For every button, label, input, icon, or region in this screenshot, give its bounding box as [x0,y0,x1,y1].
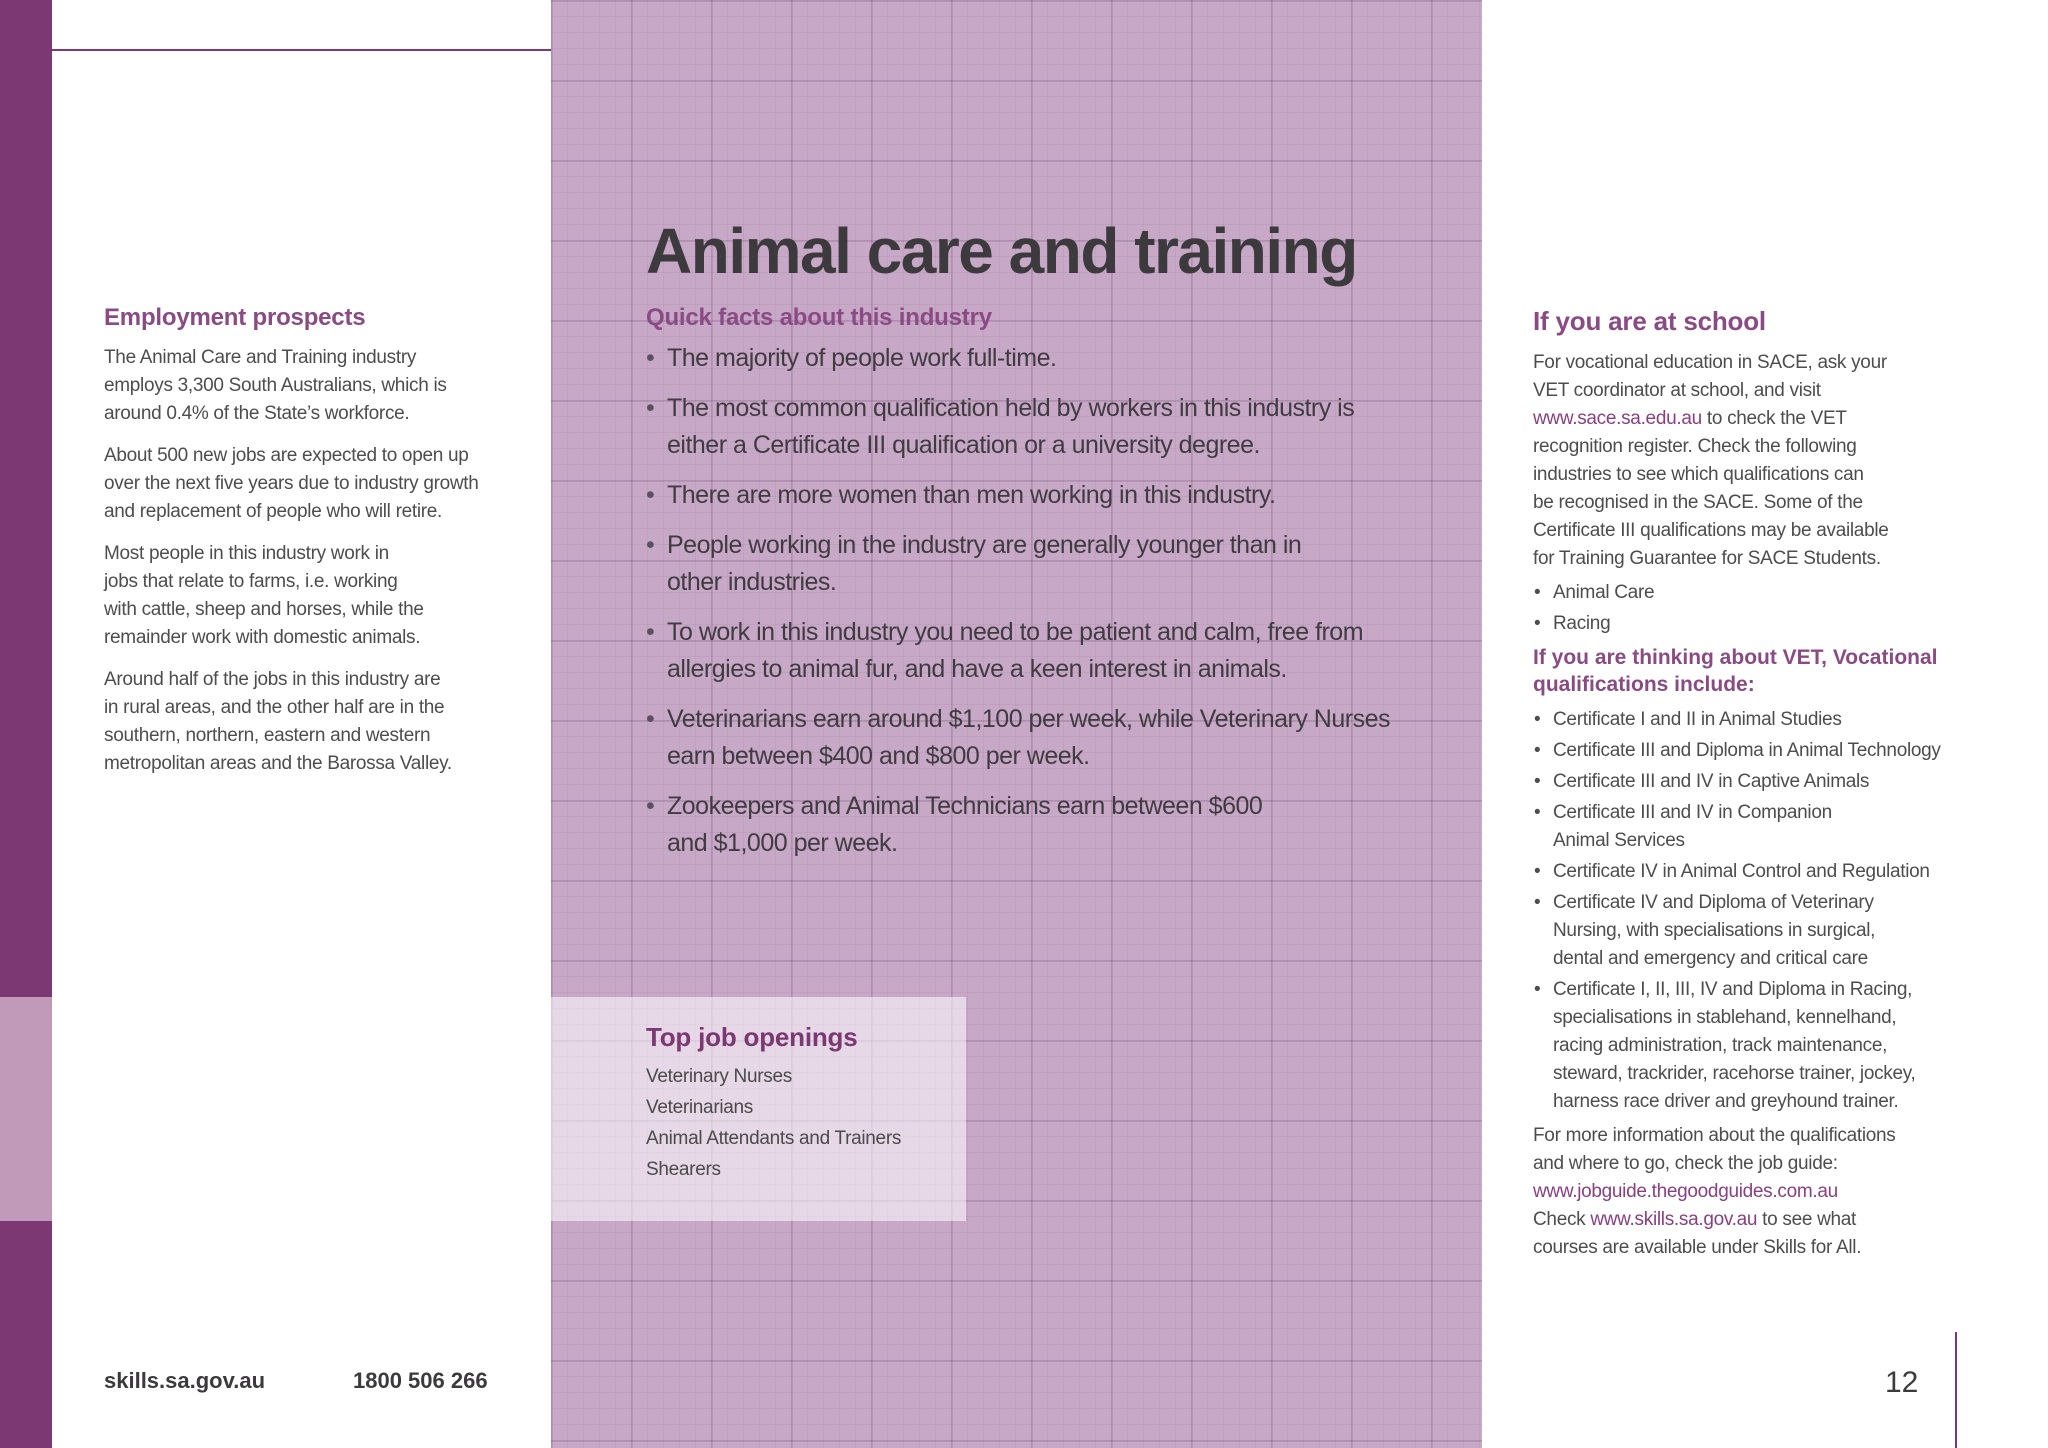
text-line: qualifications include: [1533,673,1755,696]
job-item: Shearers [646,1159,721,1180]
text-line: and replacement of people who will retire. [104,501,443,522]
text-line: Certificate IV in Animal Control and Regulation [1553,861,1930,882]
employment-paragraph [104,540,494,652]
fact-item [646,701,1406,775]
bullet-icon: • [1534,861,1541,882]
fact-item [646,340,1406,377]
text-line: around 0.4% of the State’s workforce. [104,403,410,424]
employment-paragraph [104,666,494,778]
left-accent-strip-middle [0,997,52,1221]
text-fragment: to check the VET [1701,408,1847,429]
text-line: Certificate III and IV in Companion [1553,802,1832,823]
text-line: Certificate III and Diploma in Animal Technology [1553,740,1941,761]
jobguide-link[interactable]: www.jobguide.thegoodguides.com.au [1533,1181,1838,1202]
school-heading: If you are at school [1533,306,1766,336]
text-line: For vocational education in SACE, ask your [1533,352,1887,373]
bullet-icon: • [1534,582,1541,603]
footer-phone: 1800 506 266 [353,1368,488,1393]
text-line: To work in this industry you need to be patient and calm, free from [667,618,1364,646]
text-line: Certificate III qualifications may be available [1533,520,1889,541]
page-number: 12 [1885,1366,1919,1399]
qualification-item [1533,706,1983,734]
industry-item [1533,579,1983,607]
qualification-item [1533,799,1983,855]
qualification-item [1533,858,1983,886]
text-line: Veterinarians earn around $1,100 per week, while Veterinary Nurses [667,705,1390,733]
text-line: jobs that relate to farms, i.e. working [104,571,398,592]
job-item: Animal Attendants and Trainers [646,1128,902,1149]
qualification-item [1533,737,1983,765]
left-accent-strip-bottom [0,1221,52,1448]
text-line: courses are available under Skills for All. [1533,1237,1862,1258]
text-line: other industries. [667,568,837,596]
employment-paragraph [104,442,494,526]
text-line: earn between $400 and $800 per week. [667,742,1090,770]
text-line [1533,405,1983,433]
bullet-icon: • [1534,613,1541,634]
text-line: remainder work with domestic animals. [104,627,421,648]
employment-prospects-section [104,304,494,792]
text-line: allergies to animal fur, and have a keen interest in animals. [667,655,1287,683]
fact-item [646,614,1406,688]
text-line: People working in the industry are generally younger than in [667,531,1302,559]
text-line: Nursing, with specialisations in surgical, [1553,920,1876,941]
text-line: Certificate IV and Diploma of Veterinary [1553,892,1874,913]
bullet-icon: • [646,618,655,646]
bullet-icon: • [1534,709,1541,730]
more-info-paragraph [1533,1122,1983,1262]
bullet-icon: • [1534,740,1541,761]
text-line: harness race driver and greyhound trainer. [1553,1091,1899,1112]
text-line: Racing [1553,613,1611,634]
vet-heading [1533,644,1983,698]
page-title: Animal care and training [646,215,1357,287]
page-number-rule [1955,1332,1957,1448]
bullet-icon: • [646,792,655,820]
left-accent-strip-top [0,0,52,997]
fact-item [646,477,1406,514]
text-line: dental and emergency and critical care [1553,948,1868,969]
bullet-icon: • [646,344,655,372]
school-intro-paragraph [1533,349,1983,573]
text-line: VET coordinator at school, and visit [1533,380,1821,401]
text-line: The most common qualification held by workers in this industry is [667,394,1355,422]
text-line: southern, northern, eastern and western [104,725,431,746]
text-line: Zookeepers and Animal Technicians earn between $600 [667,792,1263,820]
top-job-openings-heading: Top job openings [646,1022,858,1052]
sace-link[interactable]: www.sace.sa.edu.au [1533,408,1702,429]
text-line: either a Certificate III qualification or a university degree. [667,431,1260,459]
text-line: For more information about the qualifications [1533,1125,1896,1146]
bullet-icon: • [646,394,655,422]
top-rule [0,49,647,51]
quick-facts-heading: Quick facts about this industry [646,304,992,331]
text-line: About 500 new jobs are expected to open up [104,445,469,466]
bullet-icon: • [1534,802,1541,823]
text-line: metropolitan areas and the Barossa Valley. [104,753,452,774]
qualification-item [1533,976,1983,1116]
bullet-icon: • [1534,979,1541,1000]
text-line: and $1,000 per week. [667,829,898,857]
fact-item [646,527,1406,601]
quick-facts-list [646,340,1406,862]
text-fragment: to see what [1757,1209,1857,1230]
text-line: Animal Services [1553,830,1685,851]
text-line: recognition register. Check the following [1533,436,1857,457]
text-line: Animal Care [1553,582,1655,603]
text-line: for Training Guarantee for SACE Students. [1533,548,1881,569]
text-line: Certificate I, II, III, IV and Diploma in Racing, [1553,979,1913,1000]
job-item: Veterinary Nurses [646,1066,792,1087]
fact-item [646,390,1406,464]
quick-facts-section [646,304,1406,875]
text-line: Certificate III and IV in Captive Animals [1553,771,1870,792]
text-line: be recognised in the SACE. Some of the [1533,492,1863,513]
text-line: over the next five years due to industry growth [104,473,479,494]
text-line: in rural areas, and the other half are in the [104,697,445,718]
bullet-icon: • [646,481,655,509]
text-line: The majority of people work full-time. [667,344,1057,372]
text-line: industries to see which qualifications can [1533,464,1864,485]
qualifications-list [1533,706,1983,1116]
qualification-item [1533,768,1983,796]
text-line: If you are thinking about VET, Vocational [1533,646,1938,669]
bullet-icon: • [646,705,655,733]
text-line: There are more women than men working in this industry. [667,481,1276,509]
text-line: Most people in this industry work in [104,543,389,564]
qualification-item [1533,889,1983,973]
bullet-icon: • [646,531,655,559]
text-line: employs 3,300 South Australians, which is [104,375,447,396]
text-line: The Animal Care and Training industry [104,347,417,368]
text-fragment: Check [1533,1209,1591,1230]
fact-item [646,788,1406,862]
industry-item [1533,610,1983,638]
top-job-openings-section [646,1022,946,1185]
text-line [1533,1206,1983,1234]
text-line: specialisations in stablehand, kennelhand, [1553,1007,1897,1028]
text-line: with cattle, sheep and horses, while the [104,599,424,620]
bullet-icon: • [1534,892,1541,913]
job-item: Veterinarians [646,1097,754,1118]
employment-paragraph [104,344,494,428]
bullet-icon: • [1534,771,1541,792]
text-line: Around half of the jobs in this industry are [104,669,441,690]
skills-link[interactable]: www.skills.sa.gov.au [1590,1209,1758,1230]
text-line: Certificate I and II in Animal Studies [1553,709,1842,730]
text-line: racing administration, track maintenance, [1553,1035,1888,1056]
footer-website[interactable]: skills.sa.gov.au [104,1368,266,1393]
text-line: steward, trackrider, racehorse trainer, jockey, [1553,1063,1916,1084]
text-line: and where to go, check the job guide: [1533,1153,1838,1174]
employment-prospects-heading: Employment prospects [104,304,366,331]
industries-list [1533,579,1983,638]
school-section [1533,306,1983,1268]
